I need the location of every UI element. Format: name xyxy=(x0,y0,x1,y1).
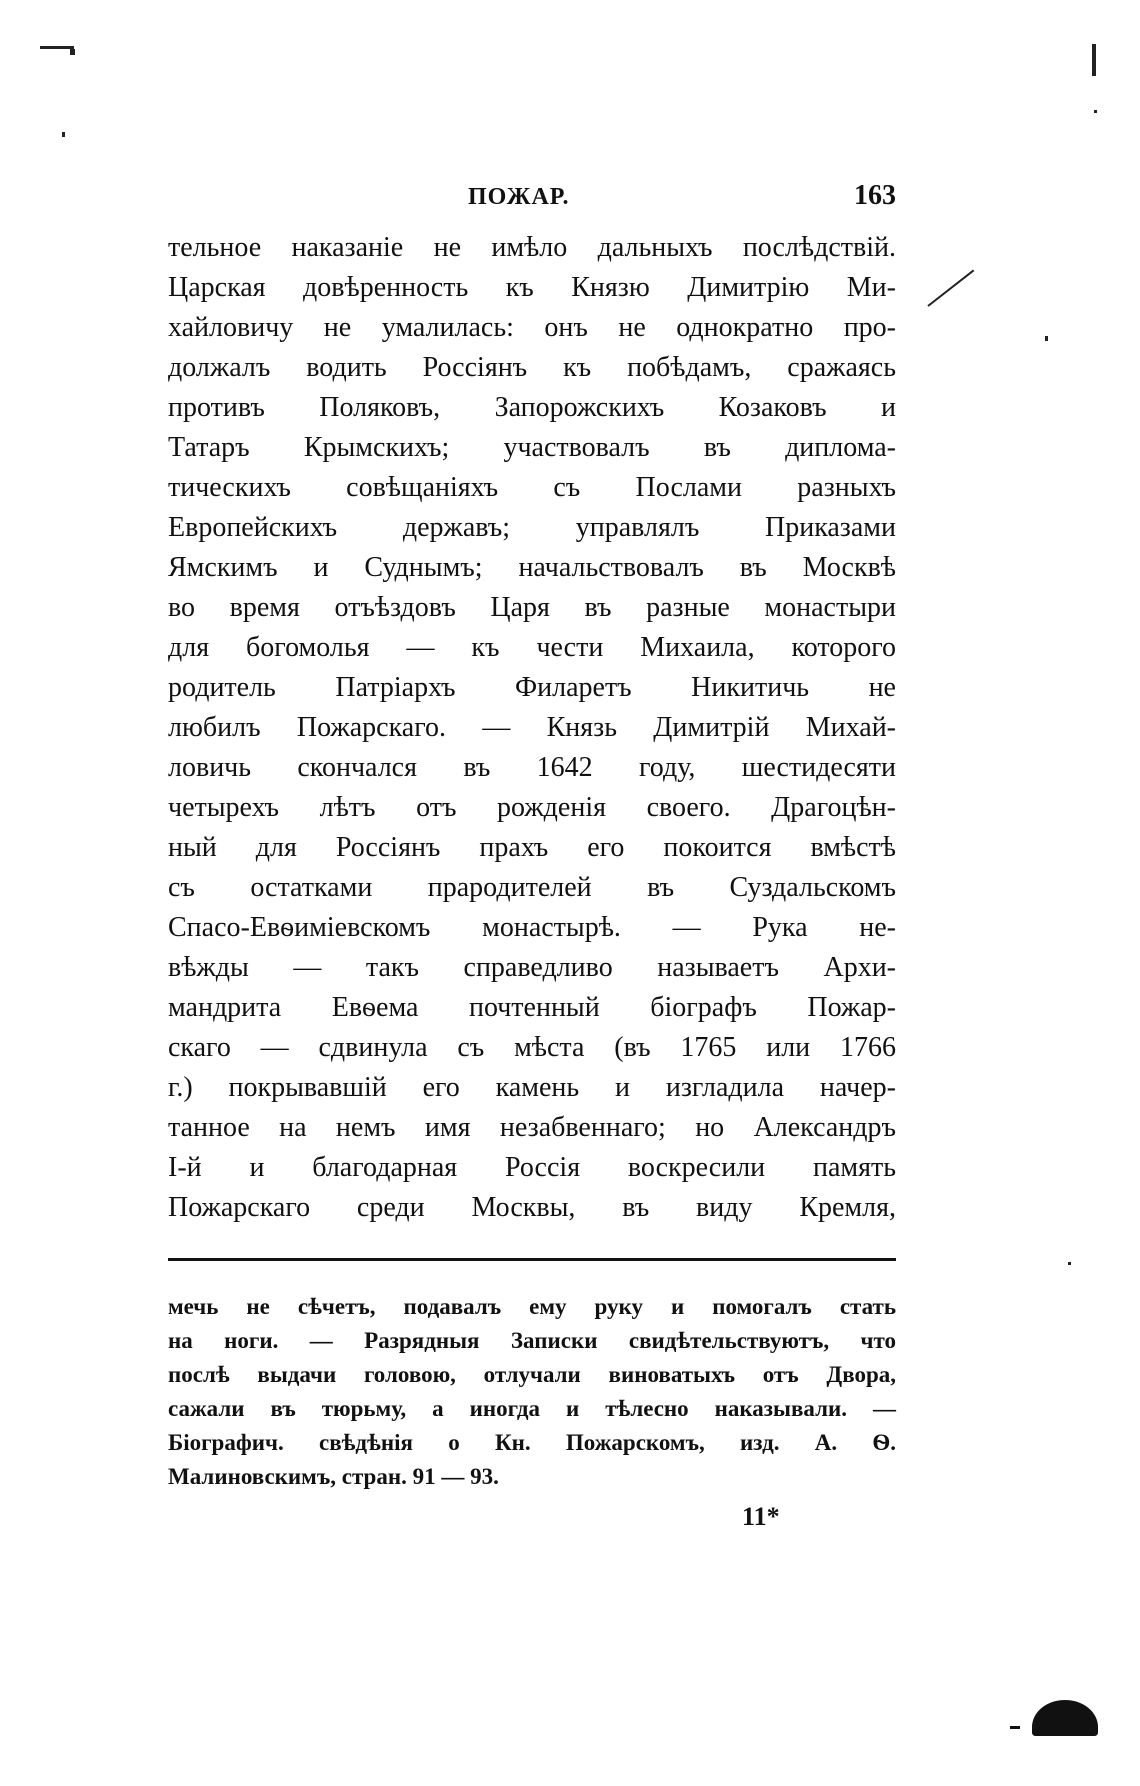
footnote-line: мечь не сѣчетъ, подавалъ ему руку и помогалъ стать xyxy=(168,1294,896,1319)
text-line: Европейскихъ державъ; управлялъ Приказами xyxy=(168,512,896,543)
text-line: танное на немъ имя незабвеннаго; но Александръ xyxy=(168,1112,896,1143)
footnote-line: на ноги. — Разрядныя Записки свидѣтельствуютъ, что xyxy=(168,1328,896,1353)
text-line: любилъ Пожарскаго. — Князь Димитрій Михай- xyxy=(168,712,896,743)
ink-blot xyxy=(1032,1700,1098,1736)
text-line: ный для Россіянъ прахъ его покоится вмѣстѣ xyxy=(168,832,896,863)
scan-speck xyxy=(1094,110,1097,113)
scan-speck xyxy=(1045,336,1048,341)
text-line: Ямскимъ и Суднымъ; начальствовалъ въ Москвѣ xyxy=(168,552,896,583)
text-line: Татаръ Крымскихъ; участвовалъ въ диплома- xyxy=(168,432,896,463)
footnote-rule xyxy=(168,1258,896,1261)
text-line: г.) покрывавшій его камень и изгладила начер- xyxy=(168,1072,896,1103)
scan-mark xyxy=(70,49,75,55)
main-text xyxy=(168,228,896,1228)
text-line: скаго — сдвинула съ мѣста (въ 1765 или 1766 xyxy=(168,1032,896,1063)
scan-mark xyxy=(40,46,74,49)
scan-mark xyxy=(1010,1726,1020,1729)
text-line: четырехъ лѣтъ отъ рожденія своего. Драгоцѣн- xyxy=(168,792,896,823)
text-line: должалъ водить Россіянъ къ побѣдамъ, сражаясь xyxy=(168,352,896,383)
text-line: мандрита Евѳема почтенный біографъ Пожар- xyxy=(168,992,896,1023)
text-line: тическихъ совѣщаніяхъ съ Послами разныхъ xyxy=(168,472,896,503)
text-line: I-й и благодарная Россія воскресили память xyxy=(168,1152,896,1183)
text-line: для богомолья — къ чести Михаила, которого xyxy=(168,632,896,663)
text-line: хайловичу не умалилась: онъ не однократно про- xyxy=(168,312,896,343)
footnote-line: послѣ выдачи головою, отлучали виноватыхъ отъ Двора, xyxy=(168,1362,896,1387)
text-line: ловичь скончался въ 1642 году, шестидесяти xyxy=(168,752,896,783)
text-line: Пожарскаго среди Москвы, въ виду Кремля, xyxy=(168,1192,896,1223)
text-line: родитель Патріархъ Филаретъ Никитичь не xyxy=(168,672,896,703)
text-line: тельное наказаніе не имѣло дальныхъ послѣдствій. xyxy=(168,232,896,263)
footnote-line: сажали въ тюрьму, а иногда и тѣлесно наказывали. — xyxy=(168,1396,896,1421)
running-head-title: ПОЖАР. xyxy=(468,184,570,210)
scan-mark xyxy=(1092,44,1096,76)
footnote-line: Малиновскимъ, стран. 91 — 93. xyxy=(168,1464,499,1489)
text-line: противъ Поляковъ, Запорожскихъ Козаковъ и xyxy=(168,392,896,423)
scan-speck xyxy=(1068,1262,1071,1265)
text-line: во время отъѣздовъ Царя въ разные монастыри xyxy=(168,592,896,623)
text-line: Царская довѣренность къ Князю Димитрію Ми- xyxy=(168,272,896,303)
text-line: съ остатками прародителей въ Суздальскомъ xyxy=(168,872,896,903)
footnote xyxy=(168,1290,896,1494)
scan-speck xyxy=(62,132,65,137)
running-head xyxy=(168,180,896,220)
text-line: Спасо-Евѳиміевскомъ монастырѣ. — Рука не- xyxy=(168,912,896,943)
pencil-stroke xyxy=(927,270,974,307)
page-number: 163 xyxy=(854,180,896,211)
footnote-line: Біографич. свѣдѣнія о Кн. Пожарскомъ, изд. А. Ѳ. xyxy=(168,1430,896,1455)
text-line: вѣжды — такъ справедливо называетъ Архи- xyxy=(168,952,896,983)
signature-mark: 11* xyxy=(742,1502,780,1531)
